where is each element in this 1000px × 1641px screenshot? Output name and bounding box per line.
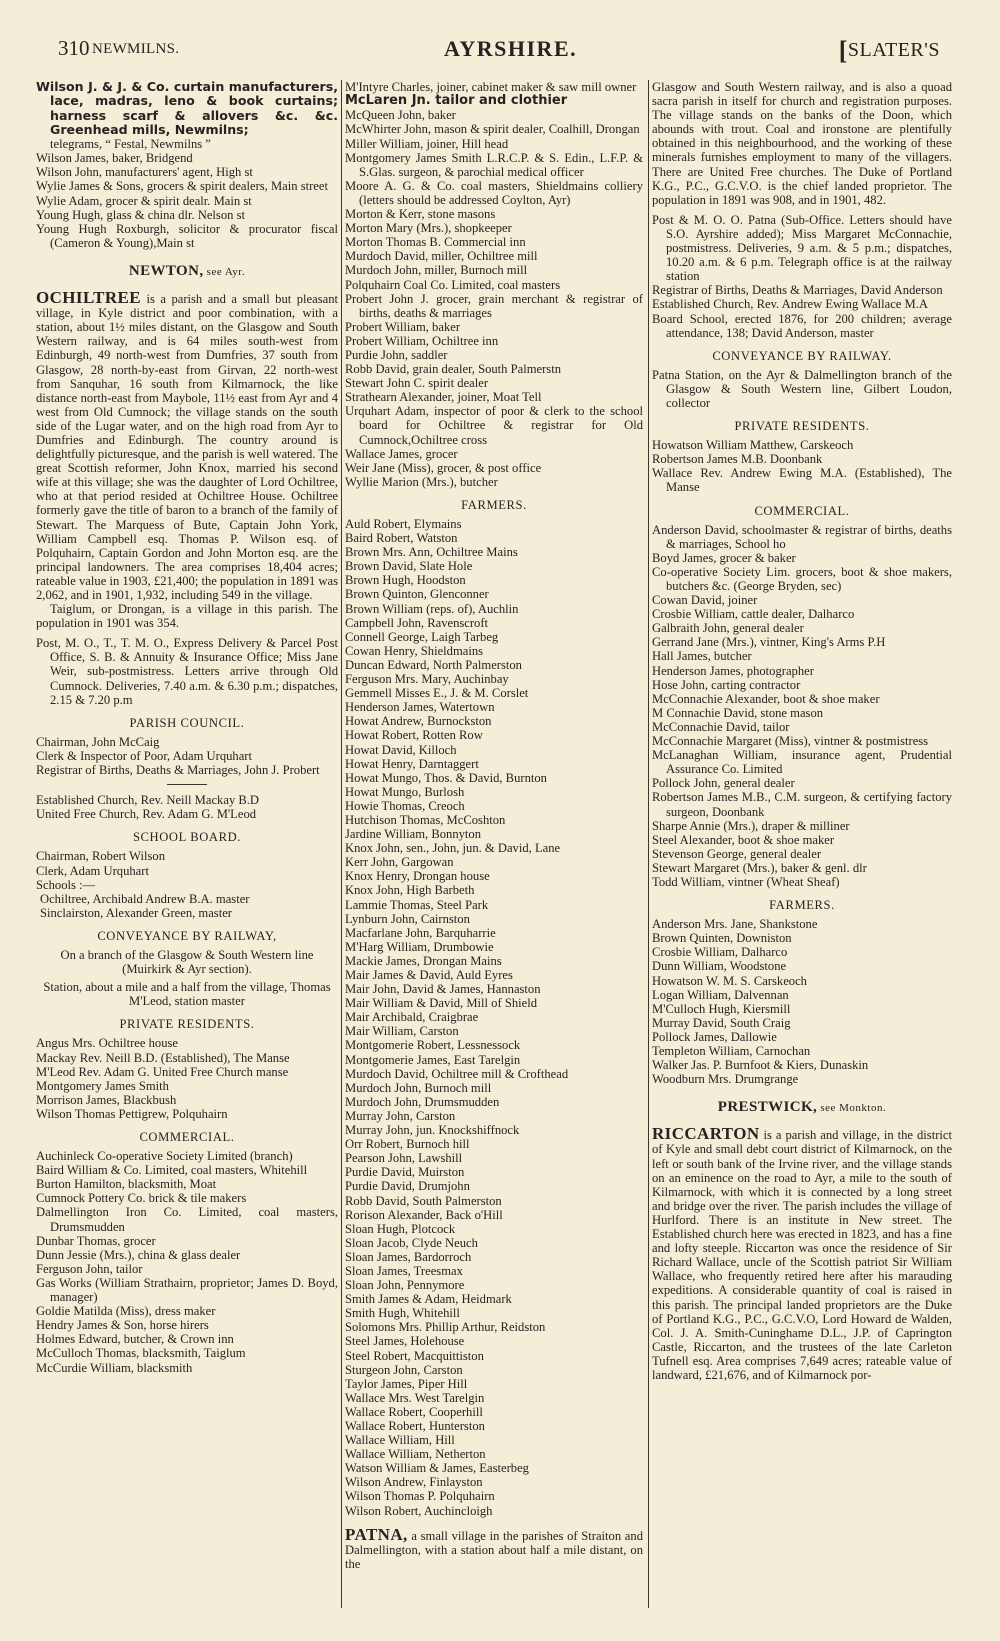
directory-entry: Urquhart Adam, inspector of poor & clerk to the school board for Ochiltree & registrar for Old Cumnock,Ochiltree cross: [345, 404, 643, 447]
commercial-list: [36, 1149, 338, 1375]
directory-entry: Murdoch John, Burnoch mill: [345, 1080, 492, 1095]
newmilns-entries: [36, 151, 338, 250]
advert-mclaren: McLaren Jn. tailor and clothier: [345, 93, 568, 109]
directory-entry: Baird Robert, Watston: [345, 531, 458, 546]
description-text: is a parish and village, in the district of Kyle and small debt court district of Kilmarnock, on the left or south bank of the Irvine river, and the village stands on an eminence on the road to Ayr, a mile to the south of Kilmarnock, with which it is connected by a long street and bridge over the river. The parish includes the village of Hurlford. There is an institute in New street. The Established church here was erected in 1823, and has a fine and lofty steeple. Riccarton was once the residence of Sir Richard Wallace, uncle of the Scottish patriot Sir William Wallace, who frequently retired here after his marauding expeditions. A considerable quantity of coal is raised in this parish. The principal landed proprietors are the Duke of Portland K.G., P.C., G.C.V.O, Lord Howard de Walden, Col. J. A. Smith-Cuninghame D.L., J.P. of Caprington Castle, Riccarton, and the trustees of the late Carleton Tufnell esq. Area comprises 7,649 acres; rateable value of landward, £21,676, and of Kilmarnock por-: [652, 1128, 952, 1382]
directory-entry: Templeton William, Carnochan: [652, 1044, 811, 1058]
newton-crossref: [36, 264, 338, 279]
directory-entry: Wyllie Marion (Mrs.), butcher: [345, 474, 498, 489]
directory-entry: Montgomerie Robert, Lessnessock: [345, 1038, 521, 1053]
directory-entry: Howat Mungo, Burlosh: [345, 784, 465, 799]
directory-entry: Sinclairston, Alexander Green, master: [40, 905, 232, 920]
directory-entry: Knox John, sen., John, jun. & David, Lane: [345, 841, 561, 856]
directory-entry: Hendry James & Son, horse hirers: [36, 1318, 209, 1333]
directory-entry: Mackay Rev. Neill B.D. (Established), The Manse: [36, 1050, 290, 1065]
directory-entry: Pollock James, Dallowie: [652, 1029, 777, 1044]
directory-entry: Post & M. O. O. Patna (Sub-Office. Letters should have S.O. Ayrshire added); Miss Margaret McConnachie, postmistress. Deliveries, 9 a.m. & 5 p.m.; dispatches, 10.20 a.m. & 6 p.m. Telegraph office is at the railway station: [652, 212, 952, 284]
directory-entry: Sloan James, Treesmax: [345, 1263, 463, 1278]
directory-entry: Morton Thomas B. Commercial inn: [345, 235, 526, 250]
column-middle: [345, 80, 643, 1571]
directory-entry: Established Church, Rev. Andrew Ewing Wallace M.A: [652, 297, 928, 312]
directory-entry: Steel James, Holehouse: [345, 1334, 465, 1349]
directory-entry: Rorison Alexander, Back o'Hill: [345, 1207, 503, 1222]
directory-entry: Steel Alexander, boot & shoe maker: [652, 832, 835, 847]
directory-entry: Brown Mrs. Ann, Ochiltree Mains: [345, 545, 518, 560]
directory-entry: Ferguson John, tailor: [36, 1261, 143, 1276]
directory-entry: Knox John, High Barbeth: [345, 883, 475, 898]
directory-entry: Pollock John, general dealer: [652, 776, 795, 791]
directory-entry: Morrison James, Blackbush: [36, 1092, 177, 1107]
directory-entry: Brown Quinten, Downiston: [652, 931, 792, 946]
directory-entry: Murdoch David, Ochiltree mill & Crofthead: [345, 1066, 569, 1081]
directory-entry: Young Hugh Roxburgh, solicitor & procurator fiscal (Cameron & Young),Main st: [36, 221, 338, 250]
directory-entry: Morton & Kerr, stone masons: [345, 207, 496, 222]
directory-entry: Ferguson Mrs. Mary, Auchinbay: [345, 672, 509, 687]
directory-entry: Stewart Margaret (Mrs.), baker & genl. dlr: [652, 860, 867, 875]
directory-entry: Murray David, South Craig: [652, 1015, 791, 1030]
schools-list: [36, 892, 338, 920]
town-name: PATNA,: [345, 1524, 408, 1544]
directory-entry: Crosbie William, Dalharco: [652, 945, 788, 960]
directory-entry: Montgomery James Smith L.R.C.P. & S. Edin., L.F.P. & S.Glas. surgeon, & parochial medical officer: [345, 150, 643, 179]
directory-entry: Miller William, joiner, Hill head: [345, 136, 509, 151]
directory-entry: Sloan John, Pennymore: [345, 1278, 465, 1293]
section-heading: CONVEYANCE BY RAILWAY,: [97, 928, 277, 943]
directory-entry: Angus Mrs. Ochiltree house: [36, 1036, 179, 1051]
directory-entry: Howat Andrew, Burnockston: [345, 714, 492, 729]
divider-rule: [167, 784, 207, 785]
directory-entry: Hutchison Thomas, McCoshton: [345, 812, 506, 827]
directory-entry: Board School, erected 1876, for 200 children; average attendance, 138; David Anderson, master: [652, 311, 952, 340]
parish-council-list: [36, 735, 338, 777]
directory-entry: Hall James, butcher: [652, 649, 752, 664]
directory-entry: Clerk, Adam Urquhart: [36, 863, 149, 878]
town-name: PRESTWICK,: [717, 1099, 818, 1116]
directory-entry: Macfarlane John, Barquharrie: [345, 925, 496, 940]
directory-entry: McConnachie Margaret (Miss), vintner & postmistress: [652, 734, 929, 749]
directory-entry: McCulloch Thomas, blacksmith, Taiglum: [36, 1346, 246, 1361]
directory-entry: Kerr John, Gargowan: [345, 855, 454, 870]
paragraph: Taiglum, or Drongan, is a village in this parish. The population in 1901 was 354.: [36, 602, 338, 631]
directory-entry: Murdoch John, miller, Burnoch mill: [345, 263, 528, 278]
directory-entry: Dunn William, Woodstone: [652, 959, 787, 974]
directory-entry: Howie Thomas, Creoch: [345, 798, 465, 813]
section-heading: COMMERCIAL.: [754, 503, 850, 518]
directory-entry: Walker Jas. P. Burnfoot & Kiers, Dunaskin: [652, 1058, 869, 1073]
directory-entry: Howat David, Killoch: [345, 742, 457, 757]
directory-entry: Wallace James, grocer: [345, 446, 458, 461]
directory-entry: McLanaghan William, insurance agent, Prudential Assurance Co. Limited: [652, 748, 952, 777]
patna-description: [345, 1524, 643, 1571]
post-office-entry: Post, M. O., T., T. M. O., Express Delivery & Parcel Post Office, S. B. & Annuity & Insurance Office; Miss Jane Weir, sub-postmistress. Letters arrive through Old Cumnock. Deliveries, 7.40 a.m. & 6.30 p.m.; dispatches, 2.15 & 7.20 p.m: [36, 636, 338, 707]
directory-entry: Established Church, Rev. Neill Mackay B.D: [36, 793, 260, 808]
directory-entry: Young Hugh, glass & china dlr. Nelson st: [36, 207, 245, 222]
directory-entry: Watson William & James, Easterbeg: [345, 1461, 529, 1476]
town-name: RICCARTON: [652, 1124, 760, 1144]
directory-entry: Murdoch David, miller, Ochiltree mill: [345, 249, 538, 264]
patna-info-list: [652, 213, 952, 340]
column-divider: [648, 80, 649, 1608]
directory-entry: Smith Hugh, Whitehill: [345, 1306, 460, 1321]
directory-entry: Anderson David, schoolmaster & registrar of births, deaths & marriages, School ho: [652, 522, 952, 551]
directory-entry: Howat Robert, Rotten Row: [345, 728, 483, 743]
directory-entry: Chairman, Robert Wilson: [36, 849, 166, 864]
directory-entry: Burton Hamilton, blacksmith, Moat: [36, 1177, 217, 1192]
description-text: a small village in the parishes of Straiton and Dalmellington, with a station about half a mile distant, on the: [345, 1528, 643, 1571]
directory-entry: Wallace Rev. Andrew Ewing M.A. (Established), The Manse: [652, 466, 952, 495]
directory-entry: Probert John J. grocer, grain merchant & registrar of births, deaths & marriages: [345, 291, 643, 320]
directory-entry: Auld Robert, Elymains: [345, 517, 462, 532]
commercial-list-cont: [345, 80, 643, 94]
directory-entry: Wallace Robert, Cooperhill: [345, 1404, 483, 1419]
directory-entry: Brown Quinton, Glenconner: [345, 587, 489, 602]
directory-entry: Robb David, grain dealer, South Palmerstn: [345, 362, 561, 377]
directory-entry: Auchinleck Co-operative Society Limited (branch): [36, 1149, 293, 1164]
directory-entry: Campbell John, Ravenscroft: [345, 615, 489, 630]
directory-entry: Gemmell Misses E., J. & M. Corslet: [345, 686, 529, 701]
directory-entry: Howat Henry, Darntaggert: [345, 756, 479, 771]
directory-entry: Murdoch John, Drumsmudden: [345, 1094, 500, 1109]
directory-entry: Smith James & Adam, Heidmark: [345, 1292, 512, 1307]
directory-entry: Cumnock Pottery Co. brick & tile makers: [36, 1191, 247, 1206]
directory-entry: Stevenson George, general dealer: [652, 846, 822, 861]
publisher-name: SLATER'S: [847, 39, 940, 61]
directory-entry: Howatson W. M. S. Carskeoch: [652, 973, 807, 988]
directory-entry: Boyd James, grocer & baker: [652, 550, 796, 565]
section-heading: COMMERCIAL.: [139, 1130, 235, 1144]
county-title: AYRSHIRE.: [444, 36, 578, 61]
description-text: is a parish and a small but pleasant village, in Kyle district and poor combination, with a station, about 1½ miles distant, on the Glasgow and South Western railway, and is 64 miles south-west from Edinburgh, 49 north-west from Dumfries, 37 south from Glasgow, 28 north-by-east from Girvan, 22 north-west from Sanquhar, 16 south from Kilmarnock, the like distance north-east from Maybole, 11½ east from Ayr and 4 west from Old Cumnock; the village stands on the south side of the Lugar water, and on the high road from Ayr to Dumfries and Edinburgh. The country around is delightfully picturesque, and the parish is well watered. The great Scottish reformer, John Knox, married his second wife at this village; she was the daughter of Lord Ochiltree, who at that period resided at Ochiltree House. Ochiltree formerly gave the title of baron to a branch of the family of Stewart. The Marquess of Bute, Captain John York, William Campbell esq. Thomas P. Wilson esq. of Polquhairn, Captain Gordon and John Morton esq. are the principal landowners. The area comprises 18,404 acres; rateable value in 1903, £21,400; the population in 1891 was 2,062, and in 1901, 1,932, including 549 in the village.: [36, 292, 339, 602]
directory-entry: Wallace Robert, Hunterston: [345, 1419, 485, 1434]
directory-entry: Mair John, David & James, Hannaston: [345, 982, 541, 997]
directory-entry: Montgomerie James, East Tarelgin: [345, 1052, 521, 1067]
directory-entry: Mair William & David, Mill of Shield: [345, 996, 537, 1011]
directory-entry: Polquhairn Coal Co. Limited, coal masters: [345, 277, 561, 292]
town-name: NEWTON,: [128, 262, 204, 279]
directory-entry: Registrar of Births, Deaths & Marriages, David Anderson: [652, 283, 943, 298]
directory-entry: Sloan Hugh, Plotcock: [345, 1221, 456, 1236]
directory-entry: Brown Hugh, Hoodston: [345, 573, 466, 588]
directory-entry: Gas Works (William Strathairn, proprietor; James D. Boyd, manager): [36, 1275, 338, 1305]
railway-entry: Patna Station, on the Ayr & Dalmellington branch of the Glasgow & South Western line, Gilbert Loudon, collector: [652, 367, 952, 410]
directory-entry: Taylor James, Piper Hill: [345, 1376, 468, 1391]
directory-entry: McConnachie David, tailor: [652, 719, 790, 734]
directory-entry: Connell George, Laigh Tarbeg: [345, 629, 499, 644]
directory-entry: Hose John, carting contractor: [652, 677, 801, 692]
section-heading: FARMERS.: [769, 898, 835, 913]
page-header: [58, 34, 960, 64]
directory-entry: McCurdie William, blacksmith: [36, 1360, 193, 1375]
directory-entry: Ochiltree, Archibald Andrew B.A. master: [40, 891, 250, 906]
see-reference: see Monkton.: [820, 1102, 887, 1115]
directory-entry: Probert William, Ochiltree inn: [345, 333, 499, 348]
ochiltree-description: [36, 288, 339, 602]
directory-entry: Robb David, South Palmerston: [345, 1193, 502, 1208]
directory-entry: Holmes Edward, butcher, & Crown inn: [36, 1332, 234, 1347]
directory-entry: Strathearn Alexander, joiner, Moat Tell: [345, 390, 542, 405]
directory-entry: Brown William (reps. of), Auchlin: [345, 601, 519, 616]
section-heading: SCHOOL BOARD.: [132, 830, 242, 845]
directory-entry: Wylie James & Sons, grocers & spirit dealers, Main street: [36, 179, 328, 194]
directory-entry: Goldie Matilda (Miss), dress maker: [36, 1304, 216, 1319]
directory-entry: Lynburn John, Cairnston: [345, 911, 470, 926]
directory-entry: M Connachie David, stone mason: [652, 705, 824, 720]
directory-entry: Mair Archibald, Craigbrae: [345, 1010, 479, 1025]
directory-entry: Wilson John, manufacturers' agent, High st: [36, 165, 253, 180]
directory-entry: Dunn Jessie (Mrs.), china & glass dealer: [36, 1247, 241, 1262]
directory-entry: Robertson James M.B., C.M. surgeon, & certifying factory surgeon, Doonbank: [652, 790, 952, 819]
directory-entry: Howat Mungo, Thos. & David, Burnton: [345, 770, 547, 785]
directory-entry: Cowan David, joiner: [652, 593, 758, 608]
patna-description-cont: Glasgow and South Western railway, and is also a quoad sacra parish in itself for church and registration purposes. The village stands on the banks of the Doon, which abounds with trout. Coal and ironstone are plentifully obtained in this neighbourhood, and the working of these minerals furnishes employment to many of the villagers. There are United Free churches. The Duke of Portland K.G., P.C., G.C.V.O. is the chief landed proprietor. The population in 1891 was 908, and in 1901, 482.: [652, 80, 952, 207]
directory-entry: Wallace William, Hill: [345, 1433, 455, 1448]
directory-entry: Woodburn Mrs. Drumgrange: [652, 1072, 799, 1087]
directory-entry: Weir Jane (Miss), grocer, & post office: [345, 460, 542, 475]
directory-entry: Wilson Andrew, Finlayston: [345, 1475, 483, 1490]
directory-entry: Mair James & David, Auld Eyres: [345, 968, 513, 983]
see-reference: see Ayr.: [206, 265, 246, 278]
commercial-list: [652, 523, 952, 889]
directory-entry: Knox Henry, Drongan house: [345, 869, 490, 884]
directory-entry: Sloan Jacob, Clyde Neuch: [345, 1235, 478, 1250]
directory-entry: Lammie Thomas, Steel Park: [345, 897, 489, 912]
section-heading: PRIVATE RESIDENTS.: [734, 419, 870, 434]
directory-entry: Baird William & Co. Limited, coal masters, Whitehill: [36, 1163, 308, 1178]
riccarton-description: [652, 1124, 952, 1382]
private-residents-list: [36, 1036, 338, 1121]
advert-wilson: Wilson J. & J. & Co. curtain manufacturers, lace, madras, leno & book curtains; harness scarf & allovers &c. &c. Greenhead mills, Newmilns;: [36, 79, 338, 137]
directory-entry: Duncan Edward, North Palmerston: [345, 657, 522, 672]
directory-entry: Pearson John, Lawshill: [345, 1151, 463, 1166]
directory-entry: Galbraith John, general dealer: [652, 621, 804, 636]
directory-entry: Wilson Robert, Auchincloigh: [345, 1503, 493, 1518]
section-heading: PRIVATE RESIDENTS.: [119, 1017, 255, 1032]
directory-entry: Dunbar Thomas, grocer: [36, 1233, 156, 1248]
directory-entry: Wilson Thomas Pettigrew, Polquhairn: [36, 1106, 228, 1121]
directory-entry: Sturgeon John, Carston: [345, 1362, 463, 1377]
directory-entry: Robertson James M.B. Doonbank: [652, 452, 823, 467]
directory-entry: Stewart John C. spirit dealer: [345, 376, 489, 391]
directory-entry: Purdie John, saddler: [345, 347, 448, 362]
directory-entry: Steel Robert, Macquittiston: [345, 1348, 484, 1363]
section-heading: FARMERS.: [461, 497, 527, 512]
directory-entry: Henderson James, Watertown: [345, 700, 495, 715]
directory-entry: Solomons Mrs. Phillip Arthur, Reidston: [345, 1320, 546, 1335]
column-divider: [341, 80, 342, 1608]
directory-entry: Logan William, Dalvennan: [652, 987, 789, 1002]
directory-entry: Anderson Mrs. Jane, Shankstone: [652, 917, 818, 932]
section-heading: CONVEYANCE BY RAILWAY.: [712, 348, 892, 363]
directory-entry: Wilson James, baker, Bridgend: [36, 151, 193, 166]
directory-entry: Gerrand Jane (Mrs.), vintner, King's Arms P.H: [652, 635, 886, 650]
column-left: [36, 80, 338, 1375]
directory-entry: Brown David, Slate Hole: [345, 559, 473, 574]
directory-entry: Orr Robert, Burnoch hill: [345, 1137, 470, 1152]
directory-entry: Montgomery James Smith: [36, 1078, 169, 1093]
directory-entry: Cowan Henry, Shieldmains: [345, 643, 484, 658]
commercial-list-cont: [345, 108, 643, 489]
directory-entry: Murray John, jun. Knockshiffnock: [345, 1123, 520, 1138]
directory-entry: Henderson James, photographer: [652, 663, 814, 678]
prestwick-crossref: [652, 1100, 952, 1115]
railway-list: [36, 948, 338, 1008]
directory-entry: Chairman, John McCaig: [36, 734, 160, 749]
directory-entry: Co-operative Society Lim. grocers, boot & shoe makers, butchers &c. (George Bryden, sec): [652, 564, 952, 593]
advert-wilson-telegrams: telegrams, “ Festal, Newmilns ”: [50, 137, 211, 152]
directory-entry: Wallace William, Netherton: [345, 1447, 486, 1462]
farmers-list: [652, 917, 952, 1086]
directory-entry: M'Intyre Charles, joiner, cabinet maker & saw mill owner: [345, 80, 637, 94]
directory-entry: Crosbie William, cattle dealer, Dalharco: [652, 607, 855, 622]
directory-entry: Registrar of Births, Deaths & Marriages, John J. Probert: [36, 763, 320, 778]
directory-entry: McConnachie Alexander, boot & shoe maker: [652, 691, 880, 706]
town-name: OCHILTREE: [36, 288, 142, 308]
directory-entry: Sharpe Annie (Mrs.), draper & milliner: [652, 818, 850, 833]
column-right: [652, 80, 952, 1382]
directory-entry: Howatson William Matthew, Carskeoch: [652, 438, 854, 453]
directory-entry: Sloan James, Bardorroch: [345, 1249, 472, 1264]
private-residents-list: [652, 438, 952, 494]
directory-entry: Dalmellington Iron Co. Limited, coal masters, Drumsmudden: [36, 1205, 338, 1234]
directory-entry: Mackie James, Drongan Mains: [345, 953, 502, 968]
directory-entry: Jardine William, Bonnyton: [345, 827, 482, 842]
directory-entry: M'Harg William, Drumbowie: [345, 939, 494, 954]
directory-entry: Moore A. G. & Co. coal masters, Shieldmains colliery (letters should be addressed Coylton, Ayr): [345, 178, 643, 207]
directory-entry: Morton Mary (Mrs.), shopkeeper: [345, 221, 512, 236]
section-heading: PARISH COUNCIL.: [129, 715, 245, 730]
church-list: [36, 793, 338, 821]
page-number: 310: [58, 36, 90, 60]
directory-entry: Probert William, baker: [345, 319, 461, 334]
running-head: NEWMILNS.: [92, 41, 180, 57]
directory-entry: Murray John, Carston: [345, 1108, 456, 1123]
publisher-mark: [839, 36, 940, 66]
directory-entry: Schools :—: [36, 877, 96, 892]
directory-entry: United Free Church, Rev. Adam G. M'Leod: [36, 807, 257, 822]
directory-entry: Mair William, Carston: [345, 1024, 459, 1039]
directory-entry: Purdie David, Drumjohn: [345, 1179, 470, 1194]
directory-entry: M'Culloch Hugh, Kiersmill: [652, 1001, 791, 1016]
school-board-list: [36, 849, 338, 891]
directory-entry: Wallace Mrs. West Tarelgin: [345, 1390, 485, 1405]
directory-entry: Wilson Thomas P. Polquhairn: [345, 1489, 495, 1504]
taiglum-note: [36, 602, 338, 630]
farmers-list: [345, 517, 643, 1518]
directory-entry: Wylie Adam, grocer & spirit dealr. Main st: [36, 193, 252, 208]
directory-entry: Clerk & Inspector of Poor, Adam Urquhart: [36, 748, 252, 763]
directory-entry: Station, about a mile and a half from the village, Thomas M'Leod, station master: [43, 980, 331, 1009]
directory-entry: On a branch of the Glasgow & South Western line (Muirkirk & Ayr section).: [60, 947, 314, 977]
directory-entry: M'Leod Rev. Adam G. United Free Church manse: [36, 1064, 289, 1079]
directory-entry: Todd William, vintner (Wheat Sheaf): [652, 874, 840, 889]
bracket-glyph: [: [838, 36, 848, 65]
directory-entry: McQueen John, baker: [345, 108, 456, 123]
directory-entry: Purdie David, Muirston: [345, 1165, 465, 1180]
directory-entry: McWhirter John, mason & spirit dealer, Coalhill, Drongan: [345, 122, 640, 137]
